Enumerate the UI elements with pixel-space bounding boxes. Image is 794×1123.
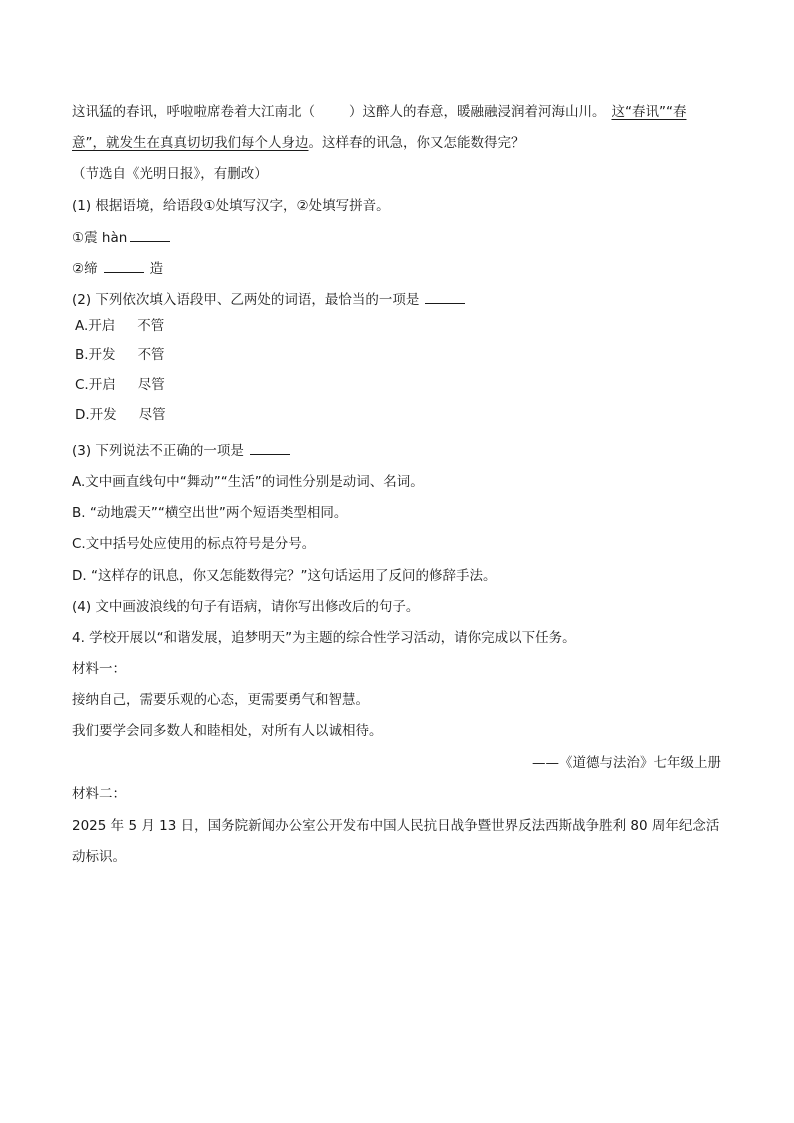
q2-option-d[interactable]: D.开发 尽管 xyxy=(75,407,166,423)
q1-item-1: ①震 hàn xyxy=(72,227,170,248)
answer-blank[interactable] xyxy=(425,289,465,304)
underlined-sentence-part: 意”，就发生在真真切切我们每个人身边 xyxy=(72,135,309,151)
answer-blank[interactable] xyxy=(104,258,144,273)
answer-blank[interactable] xyxy=(250,440,290,455)
task4-stem: 4. 学校开展以“和谐发展，追梦明天”为主题的综合性学习活动，请你完成以下任务。 xyxy=(72,630,576,646)
q3-option-c[interactable]: C.文中括号处应使用的标点符号是分号。 xyxy=(72,536,316,552)
passage-text: ）这醉人的春意，暖融融浸润着河海山川。 xyxy=(349,104,606,120)
passage-line-2 xyxy=(72,133,525,153)
passage-line-1 xyxy=(72,102,686,122)
q1-item-2: ②缔 造 xyxy=(72,258,163,279)
q2-option-b[interactable]: B.开发 不管 xyxy=(75,347,165,363)
material1-line-2: 我们要学会同多数人和睦相处，对所有人以诚相待。 xyxy=(72,723,383,739)
q1-stem: (1) 根据语境，给语段①处填写汉字，②处填写拼音。 xyxy=(72,198,390,214)
material1-source: ——《道德与法治》七年级上册 xyxy=(532,755,721,771)
q2-stem: (2) 下列依次填入语段甲、乙两处的词语，最恰当的一项是 xyxy=(72,289,465,310)
passage-source: （节选自《光明日报》，有删改） xyxy=(72,166,268,182)
passage-text: 。这样春的讯急，你又怎能数得完？ xyxy=(308,135,525,151)
passage-text: 这讯猛的春讯，呼啦啦席卷着大江南北（ xyxy=(72,104,315,120)
q2-option-a[interactable]: A.开启 不管 xyxy=(75,318,165,334)
q3-option-d[interactable]: D. “这样存的讯息，你又怎能数得完？”这句话运用了反问的修辞手法。 xyxy=(72,568,497,584)
answer-blank[interactable] xyxy=(130,227,170,242)
q3-option-a[interactable]: A.文中画直线句中“舞动”“生活”的词性分别是动词、名词。 xyxy=(72,474,424,490)
q4-stem: (4) 文中画波浪线的句子有语病，请你写出修改后的句子。 xyxy=(72,599,420,615)
material2-line-2: 动标识。 xyxy=(72,849,126,865)
q3-stem: (3) 下列说法不正确的一项是 xyxy=(72,440,290,461)
q3-option-b[interactable]: B. “动地震天”“横空出世”两个短语类型相同。 xyxy=(72,505,348,521)
material1-line-1: 接纳自己，需要乐观的心态，更需要勇气和智慧。 xyxy=(72,692,369,708)
q2-option-c[interactable]: C.开启 尽管 xyxy=(75,377,165,393)
material1-title: 材料一： xyxy=(72,661,126,677)
material2-title: 材料二： xyxy=(72,786,126,802)
material2-line-1: 2025 年 5 月 13 日，国务院新闻办公室公开发布中国人民抗日战争暨世界反法西斯战争胜利 80 周年纪念活 xyxy=(72,818,720,834)
underlined-sentence-part: 这“春讯”“春 xyxy=(611,104,687,120)
